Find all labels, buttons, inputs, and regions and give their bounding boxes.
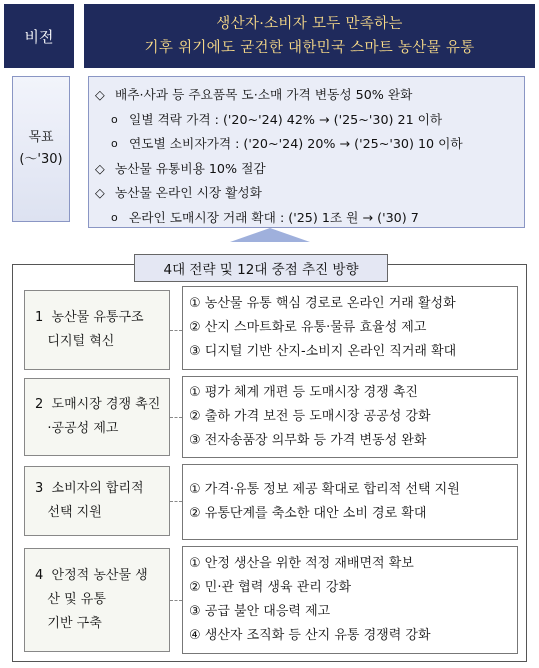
strategy-line: 산 및 유통 — [35, 592, 106, 607]
action-item: ② 출하 가격 보전 등 도매시장 공공성 강화 — [189, 409, 431, 424]
goal-text: 농산물 온라인 시장 활성화 — [115, 185, 262, 200]
goal-text: 연도별 소비자가격 : ('20~'24) 20% → ('25~'30) 10 이하 — [129, 136, 463, 151]
goal-subitem — [95, 108, 518, 133]
connector-line — [170, 417, 182, 418]
action-item: ① 평가 체계 개편 등 도매시장 경쟁 촉진 — [189, 385, 418, 400]
strategy-line: ·공공성 제고 — [35, 421, 119, 436]
strategy-line: 기반 구축 — [35, 616, 102, 631]
strategy-line: 3 소비자의 합리적 — [35, 481, 144, 496]
vision-statement — [84, 4, 535, 68]
goal-text: 배추·사과 등 주요품목 도·소매 가격 변동성 50% 완화 — [115, 87, 413, 102]
vision-line: 기후 위기에도 굳건한 대한민국 스마트 농산물 유통 — [144, 40, 475, 56]
action-item: ③ 공급 불안 대응력 제고 — [189, 604, 331, 619]
goal-subitem — [95, 206, 518, 231]
up-arrow-icon — [230, 228, 310, 242]
action-item: ③ 디지털 기반 산지-소비지 온라인 직거래 확대 — [189, 344, 457, 359]
action-item: ② 산지 스마트화로 유통·물류 효율성 제고 — [189, 320, 427, 335]
vision-line: 생산자·소비자 모두 만족하는 — [216, 16, 403, 32]
goal-item — [95, 83, 518, 108]
strategy-1-actions — [182, 286, 518, 370]
action-item: ② 유통단계를 축소한 대안 소비 경로 확대 — [189, 506, 427, 521]
goal-subitem — [95, 132, 518, 157]
action-item: ④ 생산자 조직화 등 산지 유통 경쟁력 강화 — [189, 628, 431, 643]
action-item: ② 민·관 협력 생육 관리 강화 — [189, 580, 352, 595]
circle-bullet-icon: ο — [111, 210, 118, 224]
connector-line — [170, 600, 182, 601]
circle-bullet-icon: ο — [111, 112, 118, 126]
strategy-line: 4 안정적 농산물 생 — [35, 568, 148, 583]
circle-bullet-icon: ο — [111, 137, 118, 150]
strategy-line: 선택 지원 — [35, 505, 102, 520]
action-item: ③ 전자송품장 의무화 등 가격 변동성 완화 — [189, 433, 427, 448]
goal-text: 농산물 유통비용 10% 절감 — [115, 160, 266, 176]
connector-line — [170, 501, 182, 502]
goals-box — [88, 76, 525, 228]
strategy-1-label — [24, 290, 170, 370]
strategy-2-actions — [182, 376, 518, 458]
strategy-line: 디지털 혁신 — [35, 334, 115, 349]
goals-label — [12, 76, 70, 222]
goals-label-title: 목표 — [28, 130, 54, 145]
strategy-line: 1 농산물 유통구조 — [35, 310, 144, 325]
action-item: ① 가격·유통 정보 제공 확대로 합리적 선택 지원 — [189, 482, 460, 497]
vision-label: 비전 — [4, 4, 74, 68]
strategy-4-actions — [182, 546, 518, 654]
goal-item — [95, 181, 518, 206]
diamond-bullet-icon: ◇ — [95, 160, 105, 176]
goal-text: 온라인 도매시장 거래 확대 : ('25) 1조 원 → ('30) 7 — [129, 209, 419, 225]
strategy-title: 4대 전략 및 12대 중점 추진 방향 — [134, 254, 388, 282]
strategy-2-label — [24, 378, 170, 456]
strategy-3-label — [24, 466, 170, 536]
action-item: ① 농산물 유통 핵심 경로로 온라인 거래 활성화 — [189, 296, 456, 311]
strategy-4-label — [24, 548, 170, 652]
action-item: ① 안정 생산을 위한 적정 재배면적 확보 — [189, 556, 414, 571]
connector-line — [170, 330, 182, 331]
diamond-bullet-icon: ◇ — [95, 185, 105, 200]
diamond-bullet-icon: ◇ — [95, 87, 105, 102]
goal-text: 일별 격락 가격 : ('20~'24) 42% → ('25~'30) 21 이하 — [129, 111, 443, 127]
strategy-3-actions — [182, 464, 518, 540]
goal-item — [95, 157, 518, 182]
strategy-line: 2 도매시장 경쟁 촉진 — [35, 397, 161, 412]
goals-label-period: (～'30) — [19, 152, 63, 167]
